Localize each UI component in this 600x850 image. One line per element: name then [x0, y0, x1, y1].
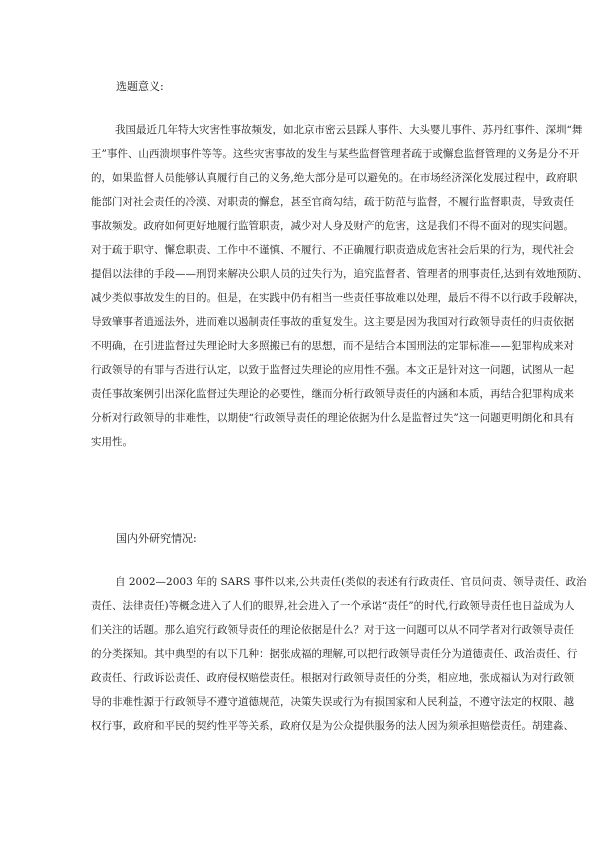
text-line: 实用性。 — [91, 436, 133, 448]
text-line: 们关注的话题。那么追究行政领导责任的理论依据是什么？对于这一问题可以从不同学者对行政领导责任 — [91, 624, 574, 636]
text-line: 行政领导的有罪与否进行认定，以致于监督过失理论的应用性不强。本文正是针对这一问题，试图从一起 — [91, 364, 574, 376]
text-line: 事故频发。政府如何更好地履行监管职责，减少对人身及财产的危害，这是我们不得不面对的现实问题。 — [91, 220, 574, 232]
text-line: 自 2002—2003 年的 SARS 事件以来,公共责任(类似的表述有行政责任、官员问责、领导责任、政治 — [115, 576, 587, 588]
text-line: 导致肇事者逍遥法外，进而难以遏制责任事故的重复发生。这主要是因为我国对行政领导责任的归责依据 — [91, 316, 574, 328]
section-heading-research-status: 国内外研究情况: — [116, 532, 197, 545]
text-line: 对于疏于职守、懈怠职责、工作中不谨慎、不履行、不正确履行职责造成危害社会后果的行为，现代社会 — [91, 244, 574, 256]
text-line: 的，如果监督人员能够认真履行自己的义务,绝大部分是可以避免的。在市场经济深化发展过程中，政府职 — [91, 172, 578, 184]
text-line: 王”事件、山西溃坝事件等等。这些灾害事故的发生与某些监督管理者疏于或懈怠监督管理的义务是分不开 — [91, 148, 580, 160]
text-line: 不明确，在引进监督过失理论时大多照搬已有的思想，而不是结合本国刑法的定罪标准——犯罪构成来对 — [91, 340, 574, 352]
text-line: 能部门对社会责任的冷漠、对职责的懈怠，甚至官商勾结，疏于防范与监督，不履行监督职责，导致责任 — [91, 196, 574, 208]
paragraph-research-status — [91, 570, 587, 738]
text-line: 导的非难性源于行政领导不遵守道德规范，决策失误或行为有损国家和人民利益，不遵守法定的权限、越 — [91, 696, 574, 708]
text-line: 责任事故案例引出深化监督过失理论的必要性，继而分析行政领导责任的内涵和本质，再结合犯罪构成来 — [91, 388, 574, 400]
text-line: 我国最近几年特大灾害性事故频发，如北京市密云县踩人事件、大头婴儿事件、苏丹红事件、深圳“舞 — [115, 124, 583, 136]
section-heading-significance: 选题意义: — [116, 80, 164, 93]
text-line: 权行事，政府和平民的契约性平等关系，政府仅是为公众提供服务的法人因为须承担赔偿责任。胡建淼、 — [91, 720, 574, 732]
text-line: 责任、法律责任)等概念进入了人们的眼界,社会进入了一个承诺“责任”的时代,行政领导责任也日益成为人 — [91, 600, 575, 612]
text-line: 分析对行政领导的非难性，以期使“行政领导责任的理论依据为什么是监督过失”这一问题更明朗化和具有 — [91, 412, 575, 424]
text-line: 减少类似事故发生的目的。但是，在实践中仍有相当一些责任事故难以处理，最后不得不以行政手段解决， — [91, 292, 585, 304]
paragraph-significance — [91, 118, 588, 454]
text-line: 的分类探知。其中典型的有以下几种：据张成福的理解,可以把行政领导责任分为道德责任、政治责任、行 — [91, 648, 578, 660]
text-line: 政责任、行政诉讼责任、政府侵权赔偿责任。根据对行政领导责任的分类，相应地，张成福认为对行政领 — [91, 672, 574, 684]
text-line: 提倡以法律的手段——刑罚来解决公职人员的过失行为，追究监督者、管理者的刑事责任,达到有效地预防、 — [91, 268, 588, 280]
